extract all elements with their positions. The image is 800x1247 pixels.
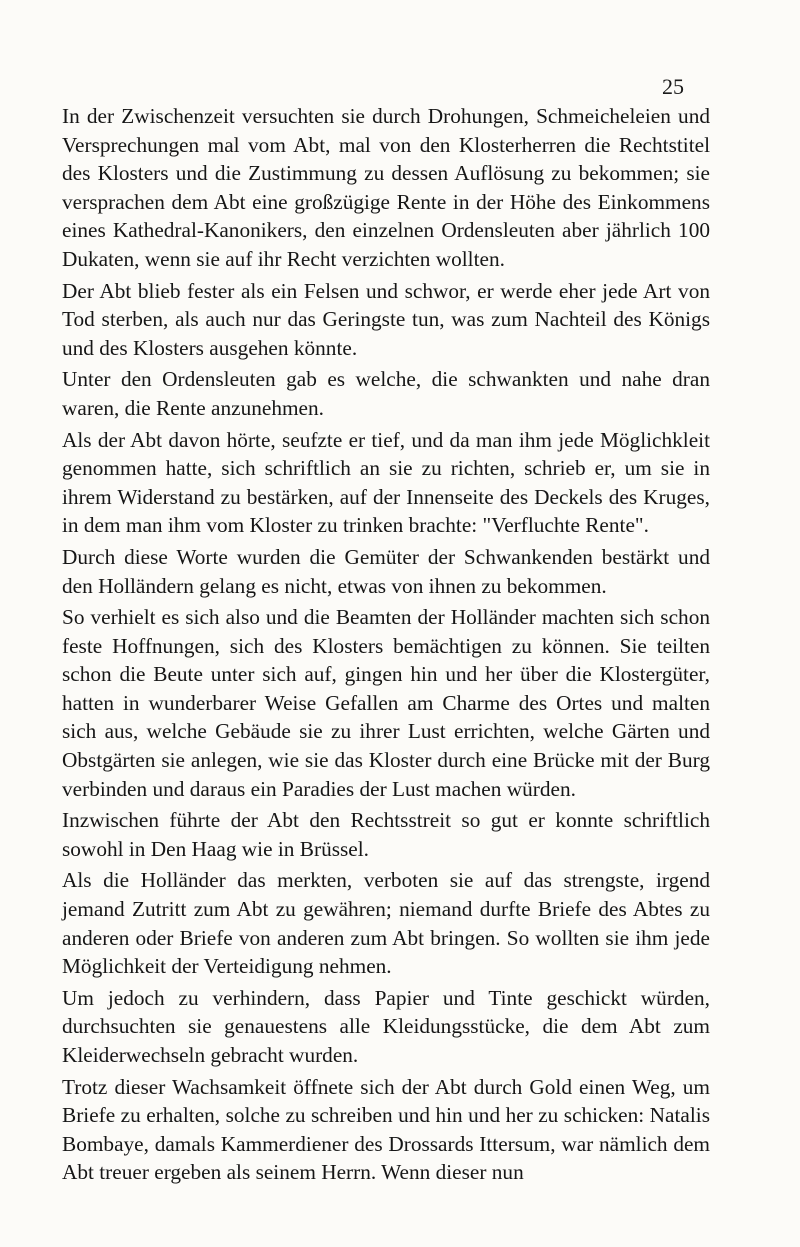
paragraph-4: Als der Abt davon hörte, seufzte er tief, und da man ihm jede Möglichkleit genommen hatte, sich schriftlich an sie zu richten, schrieb er, um sie in ihrem Widerstand zu bestärken, auf der Innenseite des Deckels des Kruges, in dem man ihm vom Kloster zu trinken brachte: "Verfluchte Rente".: [62, 427, 710, 538]
paragraph-7: Inzwischen führte der Abt den Rechtsstreit so gut er konnte schriftlich sowohl in Den Haag wie in Brüssel.: [62, 808, 710, 861]
page-number: 25: [662, 74, 684, 99]
paragraph-10: Trotz dieser Wachsamkeit öffnete sich der Abt durch Gold einen Weg, um Briefe zu erhalten, solche zu schreiben und hin und her zu schicken: Natalis Bombaye, damals Kammerdiener des Drossards Ittersum, war nämlich dem Abt treuer ergeben als seinem Herrn. Wenn dieser nun: [62, 1074, 710, 1185]
paragraph-3: Unter den Ordensleuten gab es welche, die schwankten und nahe dran waren, die Rente anzunehmen.: [62, 367, 710, 420]
body-text: [62, 102, 710, 1190]
paragraph-1: In der Zwischenzeit versuchten sie durch Drohungen, Schmeicheleien und Versprechungen mal vom Abt, mal von den Klosterherren die Rechtstitel des Klosters und die Zustimmung zu dessen Auflösung zu bekommen; sie versprachen dem Abt eine großzügige Rente in der Höhe des Einkommens eines Kathedral-Kanonikers, den einzelnen Ordensleuten aber jährlich 100 Dukaten, wenn sie auf ihr Recht verzichten wollten.: [62, 104, 710, 271]
paragraph-5: Durch diese Worte wurden die Gemüter der Schwankenden bestärkt und den Holländern gelang es nicht, etwas von ihnen zu bekommen.: [62, 544, 710, 598]
paragraph-6: So verhielt es sich also und die Beamten der Holländer machten sich schon feste Hoffnungen, sich des Klosters bemächtigen zu können. Sie teilten schon die Beute unter sich auf, gingen hin und her über die Klostergüter, hatten in wunderbarer Weise Gefallen am Charme des Ortes und malten sich aus, welche Gebäude sie zu ihrer Lust errichten, welche Gärten und Obstgärten sie anlegen, wie sie das Kloster durch eine Brücke mit der Burg verbinden und daraus ein Paradies der Lust machen würden.: [62, 605, 710, 801]
paragraph-9: Um jedoch zu verhindern, dass Papier und Tinte geschickt würden, durchsuchten sie genauestens alle Kleidungsstücke, die dem Abt zum Kleiderwechseln gebracht wurden.: [62, 985, 710, 1067]
paragraph-8: Als die Holländer das merkten, verboten sie auf das strengste, irgend jemand Zutritt zum Abt zu gewähren; niemand durfte Briefe des Abtes zu anderen oder Briefe von anderen zum Abt bringen. So wollten sie ihm jede Möglichkeit der Verteidigung nehmen.: [62, 868, 710, 979]
paragraph-2: Der Abt blieb fester als ein Felsen und schwor, er werde eher jede Art von Tod sterben, als auch nur das Geringste tun, was zum Nachteil des Königs und des Klosters ausgehen könnte.: [62, 278, 710, 360]
